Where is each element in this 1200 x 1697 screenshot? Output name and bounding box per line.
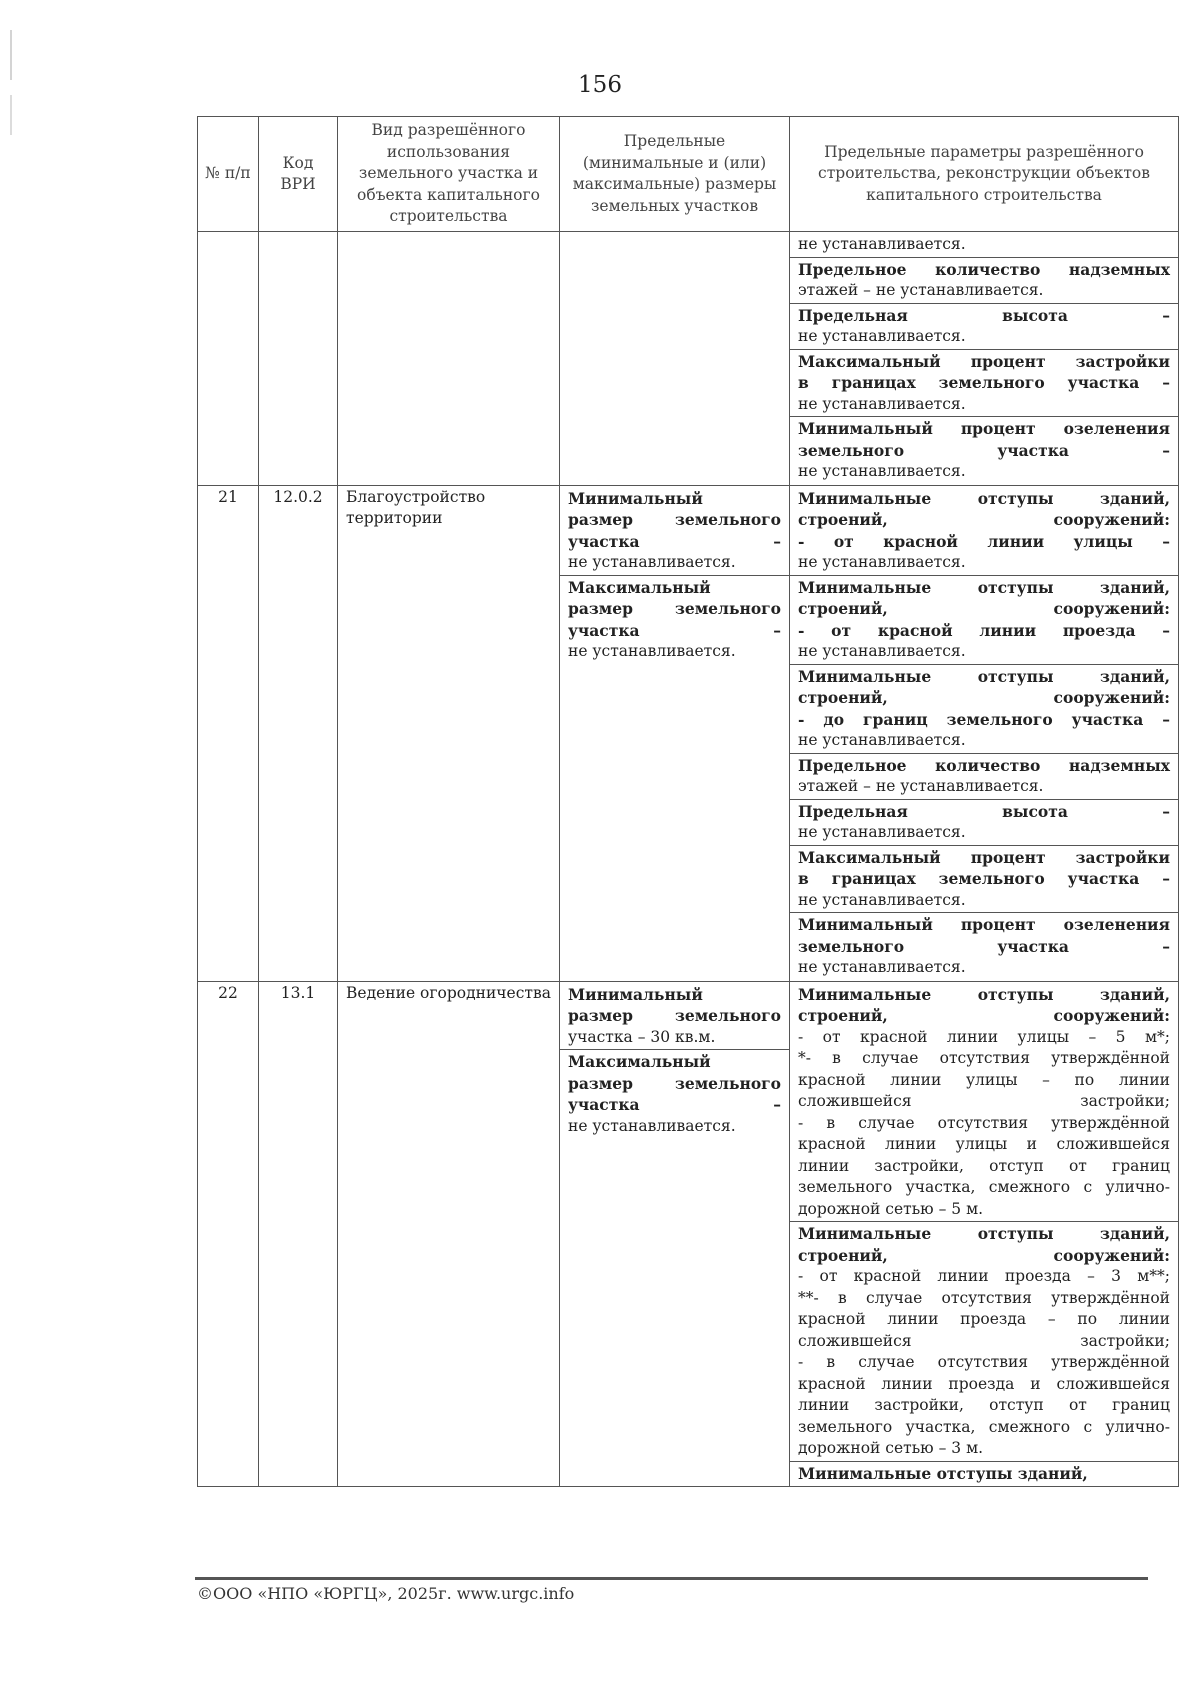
text-line: Минимальный bbox=[568, 984, 703, 1004]
text-line: Минимальные отступы зданий, bbox=[798, 1224, 1170, 1243]
cell-num: 21 bbox=[198, 485, 259, 981]
text-line: красной линии проезда – по линии bbox=[798, 1310, 1170, 1328]
text-line: строений, сооружений: bbox=[798, 510, 1170, 529]
text-line: не устанавливается. bbox=[798, 958, 966, 976]
text-line: не устанавливается. bbox=[798, 394, 966, 413]
text-line: Предельное количество надземных bbox=[798, 259, 1170, 279]
text-line: этажей – не устанавливается. bbox=[798, 281, 1044, 299]
text-line: Минимальные отступы зданий, bbox=[798, 1463, 1088, 1483]
text-line: участка – 30 кв.м. bbox=[568, 1027, 716, 1046]
text-block bbox=[790, 258, 1178, 304]
text-line: Минимальные отступы зданий, bbox=[798, 666, 1170, 686]
cell-params bbox=[790, 981, 1179, 1487]
text-line: - от красной линии улицы – bbox=[798, 531, 1170, 551]
text-line: не устанавливается. bbox=[798, 235, 966, 253]
text-line: дорожной сетью – 5 м. bbox=[798, 1199, 984, 1218]
text-line: - в случае отсутствия утверждённой bbox=[798, 1353, 1170, 1371]
text-line: не устанавливается. bbox=[798, 553, 966, 571]
text-line: Максимальный процент застройки bbox=[798, 847, 1170, 867]
cell-num: 22 bbox=[198, 981, 259, 1487]
cell-code: 12.0.2 bbox=[259, 485, 338, 981]
text-line: в границах земельного участка – bbox=[798, 869, 1170, 888]
header-num: № п/п bbox=[198, 117, 259, 232]
table-row bbox=[198, 485, 1179, 981]
text-line: Минимальные отступы зданий, bbox=[798, 488, 1170, 508]
text-line: участка – bbox=[568, 1095, 781, 1114]
text-line: линии застройки, отступ от границ bbox=[798, 1396, 1170, 1414]
text-block bbox=[790, 665, 1178, 754]
text-block bbox=[790, 800, 1178, 846]
text-line: *- в случае отсутствия утверждённой bbox=[798, 1049, 1170, 1067]
header-type: Вид разрешённого использования земельного участка и объекта капитального строительства bbox=[338, 117, 560, 232]
text-line: дорожной сетью – 3 м. bbox=[798, 1439, 984, 1457]
text-line: Предельная высота – bbox=[798, 801, 1170, 821]
text-block bbox=[560, 576, 789, 664]
cell-num bbox=[198, 232, 259, 486]
text-block bbox=[790, 913, 1178, 980]
text-line: Предельное количество надземных bbox=[798, 755, 1170, 775]
text-line: **- в случае отсутствия утверждённой bbox=[798, 1288, 1170, 1307]
text-block bbox=[790, 350, 1178, 418]
text-line: - от красной линии проезда – 3 м**; bbox=[798, 1267, 1170, 1285]
text-line: земельного участка, смежного с улично- bbox=[798, 1417, 1170, 1436]
cell-type: Ведение огородничества bbox=[338, 981, 560, 1487]
cell-size bbox=[560, 981, 790, 1487]
table-row-continuation bbox=[198, 232, 1179, 486]
text-block bbox=[790, 846, 1178, 914]
table-row bbox=[198, 981, 1179, 1487]
text-line: Минимальный процент озеленения bbox=[798, 915, 1170, 934]
cell-params bbox=[790, 485, 1179, 981]
footer-copyright: ©ООО «НПО «ЮРГЦ», 2025г. www.urgc.info bbox=[197, 1584, 575, 1603]
text-line: не устанавливается. bbox=[798, 327, 966, 345]
text-line: этажей – не устанавливается. bbox=[798, 777, 1044, 795]
header-params: Предельные параметры разрешённого строительства, реконструкции объектов капитального строительства bbox=[790, 117, 1179, 232]
text-block bbox=[790, 576, 1178, 665]
text-block bbox=[790, 983, 1178, 1223]
text-block bbox=[790, 1462, 1178, 1486]
cell-code: 13.1 bbox=[259, 981, 338, 1487]
text-line: не устанавливается. bbox=[798, 890, 966, 909]
text-line: Минимальный процент озеленения bbox=[798, 419, 1170, 438]
text-line: не устанавливается. bbox=[568, 553, 736, 571]
text-line: размер земельного bbox=[568, 510, 781, 529]
text-line: красной линии улицы и сложившейся bbox=[798, 1135, 1170, 1153]
text-line: - от красной линии проезда – bbox=[798, 620, 1170, 640]
text-block bbox=[560, 487, 789, 576]
text-line: Максимальный bbox=[568, 1052, 711, 1071]
text-line: не устанавливается. bbox=[568, 642, 736, 660]
text-line: размер земельного bbox=[568, 1006, 781, 1025]
text-line: строений, сооружений: bbox=[798, 1006, 1170, 1025]
header-size: Предельные (минимальные и (или) максимальные) размеры земельных участков bbox=[560, 117, 790, 232]
text-line: земельного участка, смежного с улично- bbox=[798, 1178, 1170, 1196]
text-line: не устанавливается. bbox=[798, 823, 966, 841]
text-block bbox=[790, 417, 1178, 484]
text-line: сложившейся застройки; bbox=[798, 1331, 1170, 1350]
footer-rule bbox=[195, 1577, 1148, 1580]
cell-code bbox=[259, 232, 338, 486]
text-line: размер земельного bbox=[568, 599, 781, 618]
text-line: земельного участка – bbox=[798, 440, 1170, 460]
text-line: участка – bbox=[568, 531, 781, 551]
text-block bbox=[790, 233, 1178, 258]
text-line: Предельная высота – bbox=[798, 305, 1170, 325]
cell-size bbox=[560, 232, 790, 486]
text-line: участка – bbox=[568, 620, 781, 640]
table-body bbox=[198, 232, 1179, 1487]
text-line: сложившейся застройки; bbox=[798, 1092, 1170, 1110]
text-line: - в случае отсутствия утверждённой bbox=[798, 1113, 1170, 1132]
text-line: в границах земельного участка – bbox=[798, 373, 1170, 392]
text-line: строений, сооружений: bbox=[798, 599, 1170, 618]
text-line: линии застройки, отступ от границ bbox=[798, 1156, 1170, 1175]
text-line: Максимальный процент застройки bbox=[798, 351, 1170, 371]
cell-size bbox=[560, 485, 790, 981]
regulations-table bbox=[197, 116, 1179, 1487]
text-line: не устанавливается. bbox=[798, 642, 966, 660]
text-block bbox=[790, 1222, 1178, 1462]
text-line: Минимальные отступы зданий, bbox=[798, 577, 1170, 597]
text-line: размер земельного bbox=[568, 1073, 781, 1093]
text-line: Максимальный bbox=[568, 577, 711, 597]
cell-type: Благоустройство территории bbox=[338, 485, 560, 981]
text-line: Минимальный bbox=[568, 488, 703, 508]
table-header-row bbox=[198, 117, 1179, 232]
text-block bbox=[790, 304, 1178, 350]
text-line: красной линии проезда и сложившейся bbox=[798, 1374, 1170, 1393]
text-line: красной линии улицы – по линии bbox=[798, 1070, 1170, 1089]
header-code: Код ВРИ bbox=[259, 117, 338, 232]
text-line: земельного участка – bbox=[798, 936, 1170, 956]
text-line: строений, сооружений: bbox=[798, 1245, 1170, 1265]
text-line: - от красной линии улицы – 5 м*; bbox=[798, 1027, 1170, 1046]
text-line: не устанавливается. bbox=[798, 462, 966, 480]
scan-edge-mark bbox=[10, 95, 12, 135]
text-block bbox=[790, 487, 1178, 576]
cell-type bbox=[338, 232, 560, 486]
text-block bbox=[560, 983, 789, 1051]
text-line: строений, сооружений: bbox=[798, 688, 1170, 707]
text-line: Минимальные отступы зданий, bbox=[798, 984, 1170, 1004]
text-line: не устанавливается. bbox=[798, 731, 966, 749]
page-number: 156 bbox=[578, 72, 622, 98]
text-block bbox=[790, 754, 1178, 800]
text-line: - до границ земельного участка – bbox=[798, 709, 1170, 729]
cell-params bbox=[790, 232, 1179, 486]
text-line: не устанавливается. bbox=[568, 1116, 736, 1135]
text-block bbox=[560, 1050, 789, 1138]
